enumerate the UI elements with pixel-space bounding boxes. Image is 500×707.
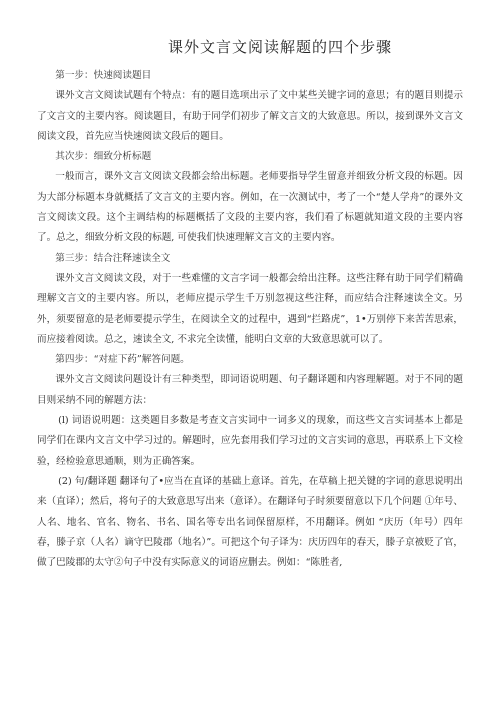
step-3-paragraph: 课外文言文阅读文段，对于一些难懂的文言字词一般都会给出注释。这些注释有助于同学们精确理解文言文的主要内容。所以，老师应提示学生千万别忽视这些注释，而应结合注释速读全文。另外，须要留意的是老师要提示学生，在阅读全文的过程中，遇到“拦路虎”，1•万别停下来苦苦思索，而应接着阅读。总之，速读全文, 不求完全读懂，能明白文章的大致意思就可以了。 (37, 272, 463, 345)
step-2-paragraph: 一般而言，课外文言文阅读文段都会给出标题。老师要指导学生留意并细致分析文段的标题。因为大部分标题本身就概括了文言文的主要内容。例如，在一次测试中，考了一个“楚人学舟”的课外文言文阅读文段。这个主调结构的标题概括了文段的主要内容，我们看了标题就知道文段的主要内容了。总之，细致分析文段的标题, 可使我们快速理解文言文的主要内容。 (37, 171, 463, 244)
step-4-paragraph: 课外文言文阅读问题设计有三种类型，即词语说明题、句子翻译题和内容理解题。对于不同的题目则采纳不同的解题方法： (37, 374, 463, 406)
step-1-heading: 第一步：快速阅读题目 (55, 70, 152, 81)
step-2-heading: 其次步：细致分析标题 (55, 151, 152, 163)
word-explanation-paragraph: (l) 词语说明题：这类题目多数是考查文言实词中一词多义的现象，而这些文言实词基本上都是同学们在课内文言文中学习过的。解题时，应先套用我们学习过的文言实词的意思，再联系上下文检验，经检验意思通顺，则为正确答案。 (37, 415, 463, 467)
step-4-heading: 第四步：“对症下药”解答问题。 (55, 354, 190, 366)
document-body (37, 66, 463, 573)
step-3-heading: 第三步：结合注释速读全文 (55, 252, 171, 264)
step-1-paragraph: 课外文言文阅读试题有个特点：有的题目选项出示了文中某些关键字词的意思；有的题目则提示了文言文的主要内容。阅读题目，有助于同学们初步了解文言文的大致意思。所以，接到课外文言文阅读文段，首先应当快速阅读文段后的题目。 (37, 90, 463, 142)
sentence-translation-paragraph: (2) 句/翻译题 翻译句了•应当在直译的基础上意译。首先，在草稿上把关键的字词的意思说明出来（直译）；然后，将句子的大致意思写出来（意译）。在翻译句子时须要留意以下几个问题 ①年号、人名、地名、官名、物名、书名、国名等专出名词保留原样，不用翻译。例如 “庆历（年号）四年春，滕子京（人名）谪守巴陵郡（地名）”。可把这个句子译为：庆历四年的春天，滕子京被贬了官，做了巴陵郡的太守②句子中没有实际意义的词语应删去。例如：“陈胜者, (37, 475, 463, 569)
document-title: 课外文言文阅读解题的四个步骤 (167, 38, 392, 56)
